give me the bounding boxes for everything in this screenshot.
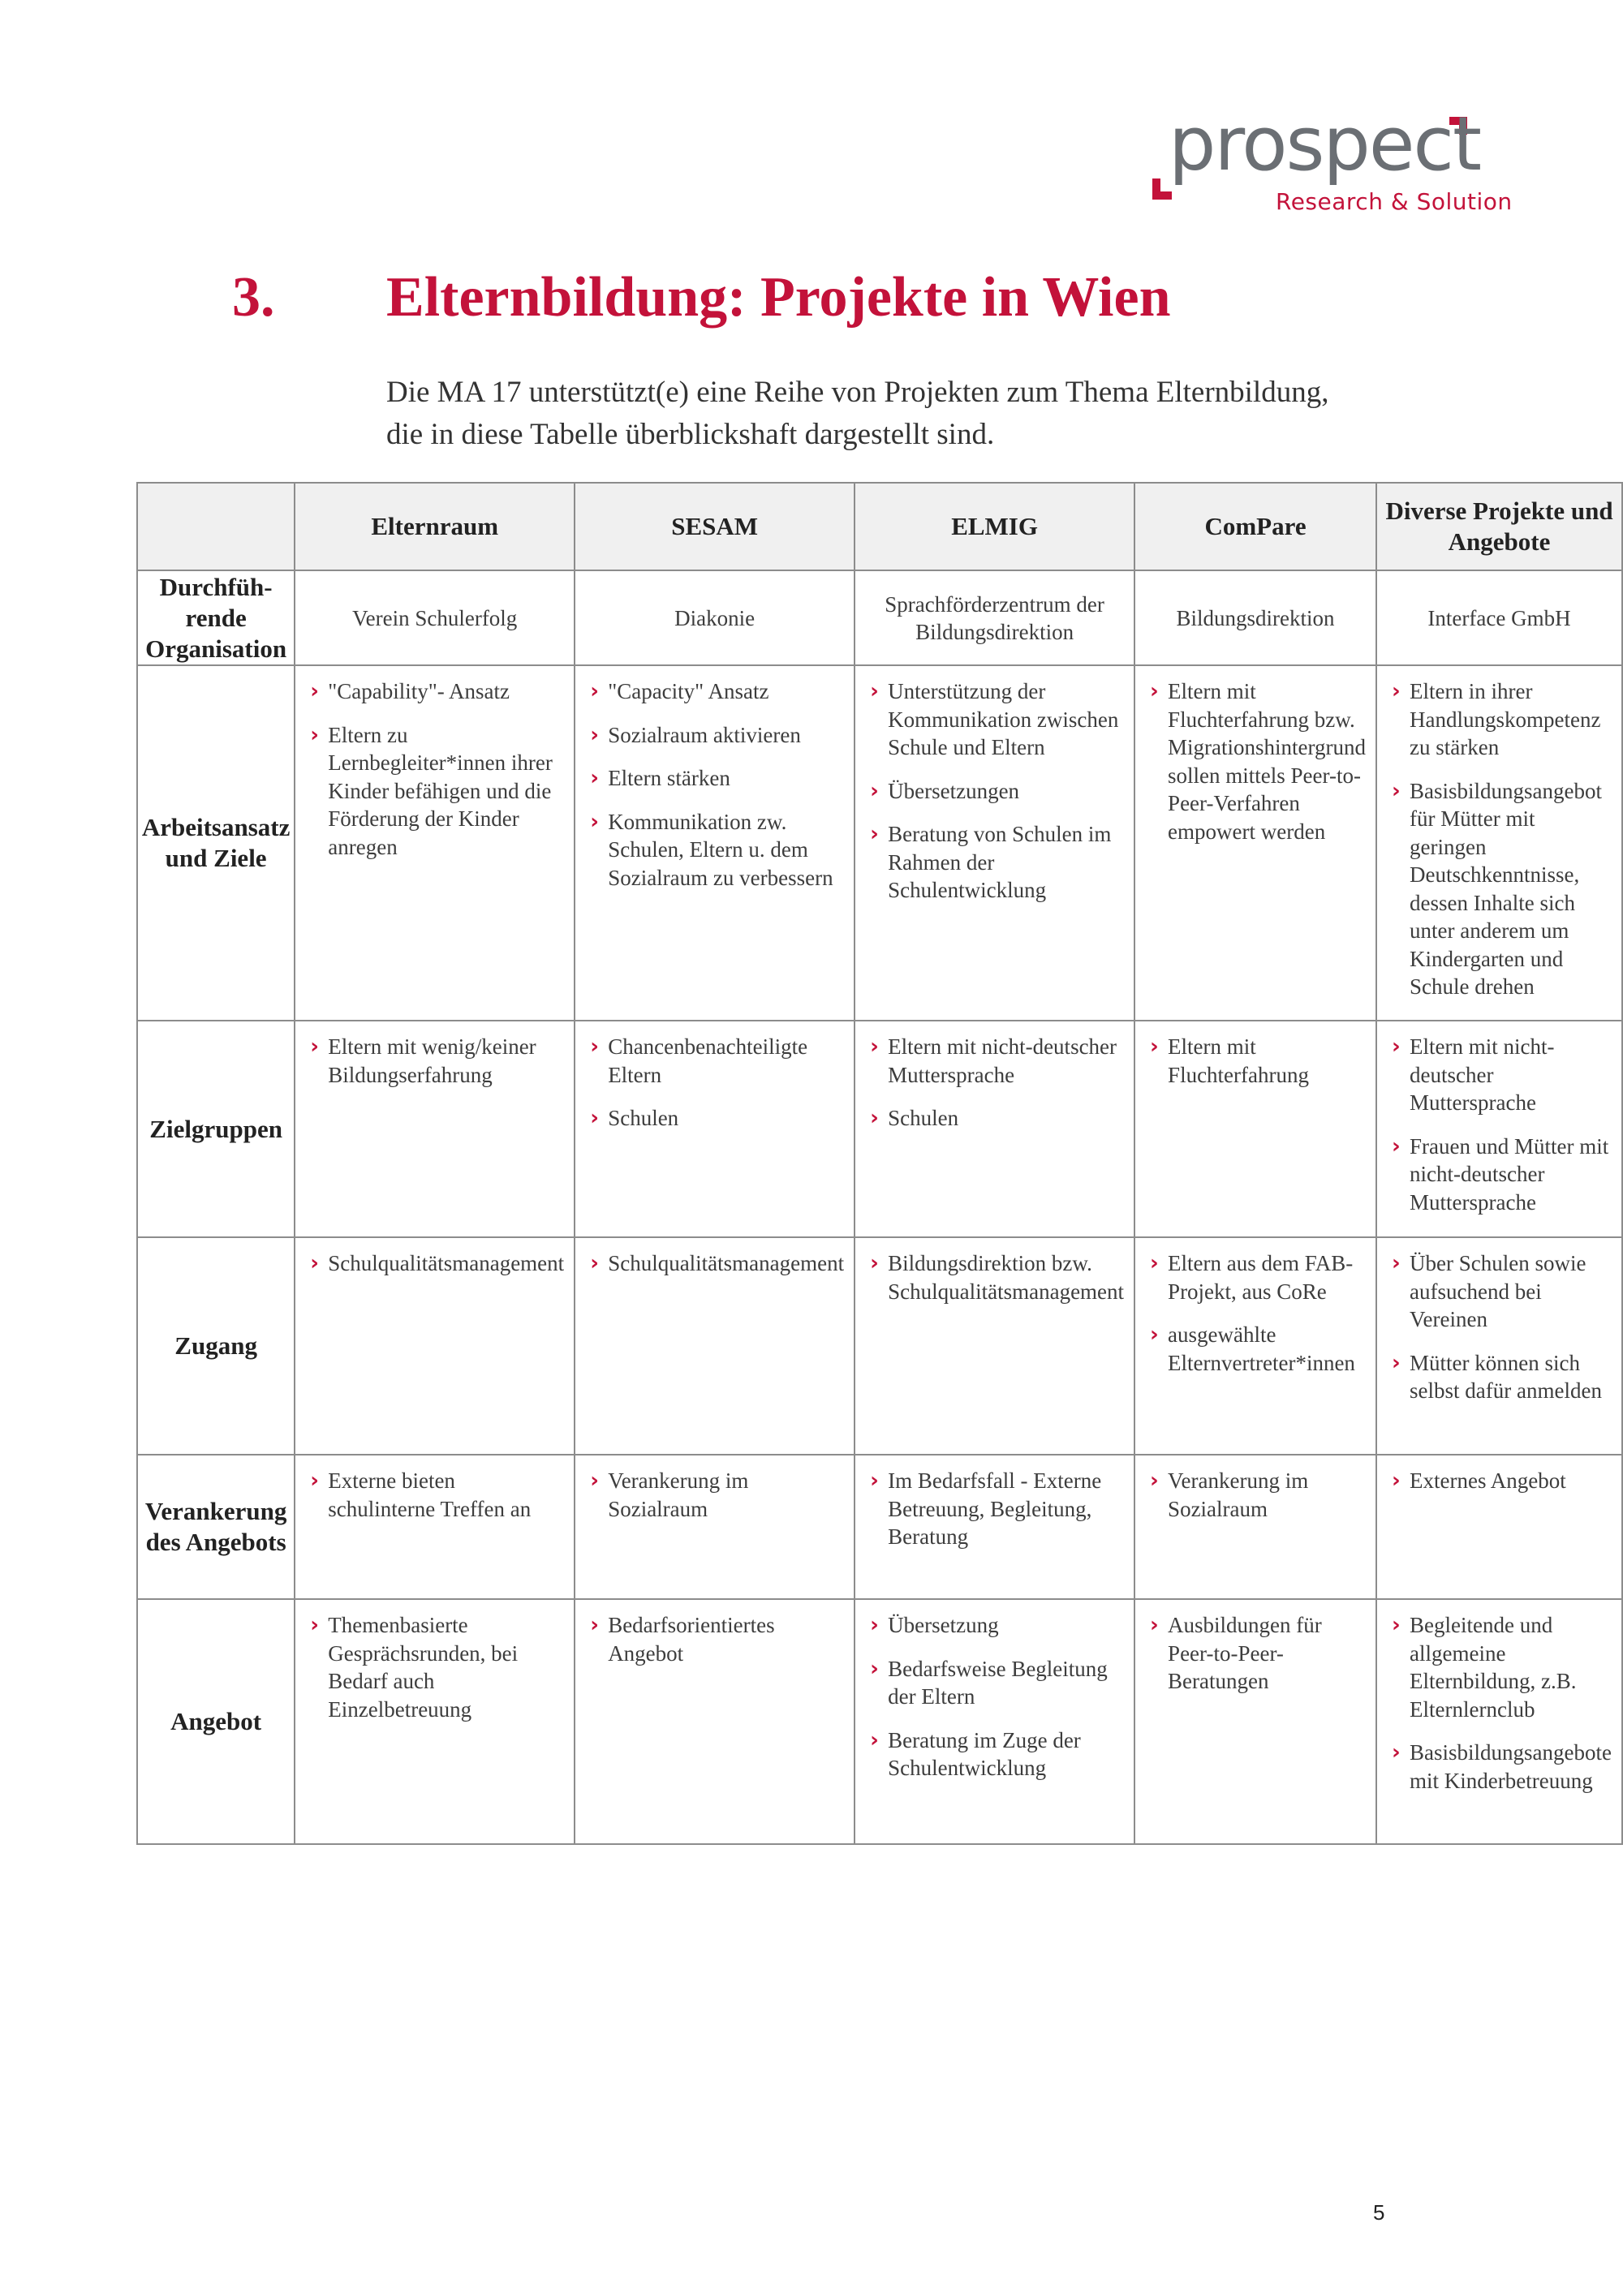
table-cell bbox=[575, 665, 855, 1021]
bullet-text: Eltern aus dem FAB-Projekt, aus CoRe bbox=[1168, 1251, 1354, 1304]
bullet-text: Über Schulen sowie aufsuchend bei Vereinen bbox=[1410, 1251, 1586, 1331]
section-title: Elternbildung: Projekte in Wien bbox=[386, 266, 1171, 329]
bullet-item bbox=[1392, 1249, 1612, 1334]
bullet-list bbox=[1150, 1611, 1366, 1696]
bullet-list bbox=[870, 1467, 1124, 1551]
table-cell bbox=[855, 1599, 1134, 1844]
chevron-right-icon: › bbox=[1150, 1034, 1159, 1059]
table-cell bbox=[1134, 1021, 1376, 1237]
intro-paragraph bbox=[386, 372, 1441, 456]
chevron-right-icon: › bbox=[310, 1034, 319, 1059]
table-cell bbox=[1376, 1599, 1622, 1844]
row-header: Durchfüh-rende Organisation bbox=[137, 570, 295, 665]
column-header: Elternraum bbox=[295, 483, 575, 570]
table-cell bbox=[295, 1455, 575, 1599]
table-body bbox=[137, 570, 1622, 1844]
bullet-item bbox=[870, 1467, 1124, 1551]
bullet-item bbox=[590, 1611, 844, 1667]
table-cell bbox=[855, 1237, 1134, 1455]
bullet-list bbox=[870, 1033, 1124, 1133]
chevron-right-icon: › bbox=[870, 1034, 879, 1059]
logo-subtitle: Research & Solution bbox=[1276, 188, 1513, 215]
table-row bbox=[137, 1237, 1622, 1455]
row-header: Verankerung des Angebots bbox=[137, 1455, 295, 1599]
intro-line-1: Die MA 17 unterstützt(e) eine Reihe von Projekten zum Thema Elternbildung, bbox=[386, 376, 1329, 409]
logo-wordmark: prospect bbox=[1169, 101, 1481, 187]
chevron-right-icon: › bbox=[590, 679, 599, 703]
row-header: Zielgruppen bbox=[137, 1021, 295, 1237]
bullet-text: Basisbildungsangebote mit Kinderbetreuung bbox=[1410, 1740, 1612, 1793]
column-header: ELMIG bbox=[855, 483, 1134, 570]
bullet-text: Schulen bbox=[888, 1106, 959, 1130]
chevron-right-icon: › bbox=[870, 1613, 879, 1637]
bullet-text: Externes Angebot bbox=[1410, 1468, 1566, 1493]
bullet-item bbox=[1392, 677, 1612, 762]
bullet-text: Verankerung im Sozialraum bbox=[608, 1468, 749, 1521]
table-row-organisation bbox=[137, 570, 1622, 665]
column-header: SESAM bbox=[575, 483, 855, 570]
bullet-text: Eltern stärken bbox=[608, 766, 730, 790]
column-header: Diverse Projekte und Angebote bbox=[1376, 483, 1622, 570]
bullet-text: Im Bedarfsfall - Externe Betreuung, Begleitung, Beratung bbox=[888, 1468, 1102, 1549]
header-corner-cell bbox=[137, 483, 295, 570]
bullet-item bbox=[590, 1104, 844, 1133]
bullet-item bbox=[870, 1104, 1124, 1133]
bullet-item bbox=[1150, 1467, 1366, 1523]
bullet-item bbox=[310, 677, 564, 706]
chevron-right-icon: › bbox=[590, 1468, 599, 1493]
organisation-cell: Verein Schulerfolg bbox=[295, 570, 575, 665]
bullet-item bbox=[590, 1249, 844, 1278]
table-cell bbox=[1134, 1599, 1376, 1844]
chevron-right-icon: › bbox=[310, 1468, 319, 1493]
bullet-item bbox=[870, 820, 1124, 905]
chevron-right-icon: › bbox=[590, 1106, 599, 1130]
bullet-text: Basisbildungsangebot für Mütter mit geringen Deutschkenntnisse, dessen Inhalte sich unter anderem um Kindergarten und Schule drehen bbox=[1410, 778, 1603, 999]
bullet-item bbox=[310, 1467, 564, 1523]
bullet-item bbox=[870, 677, 1124, 762]
bullet-text: Eltern mit wenig/keiner Bildungserfahrung bbox=[328, 1034, 536, 1087]
bullet-item bbox=[1150, 1321, 1366, 1377]
table-cell bbox=[295, 1599, 575, 1844]
chevron-right-icon: › bbox=[870, 679, 879, 703]
table-cell bbox=[1134, 1237, 1376, 1455]
chevron-right-icon: › bbox=[590, 809, 599, 834]
bullet-text: Verankerung im Sozialraum bbox=[1168, 1468, 1309, 1521]
chevron-right-icon: › bbox=[590, 1613, 599, 1637]
bullet-text: Mütter können sich selbst dafür anmelden bbox=[1410, 1350, 1602, 1403]
bullet-list bbox=[310, 1467, 564, 1523]
chevron-right-icon: › bbox=[870, 778, 879, 803]
chevron-right-icon: › bbox=[870, 1468, 879, 1493]
table-row bbox=[137, 1455, 1622, 1599]
bullet-item bbox=[310, 1033, 564, 1089]
bullet-item bbox=[870, 1033, 1124, 1089]
chevron-right-icon: › bbox=[310, 679, 319, 703]
bullet-list bbox=[1150, 1467, 1366, 1523]
bullet-text: Unterstützung der Kommunikation zwischen Schule und Eltern bbox=[888, 679, 1119, 759]
bullet-text: Kommunikation zw. Schulen, Eltern u. dem Sozialraum zu verbessern bbox=[608, 809, 833, 890]
chevron-right-icon: › bbox=[1392, 1740, 1401, 1765]
organisation-cell: Bildungsdirektion bbox=[1134, 570, 1376, 665]
bullet-list bbox=[310, 677, 564, 861]
table-cell bbox=[855, 1021, 1134, 1237]
bullet-list bbox=[870, 1611, 1124, 1782]
bullet-text: Beratung im Zuge der Schulentwicklung bbox=[888, 1727, 1081, 1780]
bullet-text: Ausbildungen für Peer-to-Peer-Beratungen bbox=[1168, 1613, 1322, 1693]
bullet-text: Bedarfsorientiertes Angebot bbox=[608, 1613, 775, 1666]
bullet-list bbox=[1392, 1249, 1612, 1405]
bullet-item bbox=[1392, 777, 1612, 1001]
bullet-item bbox=[1392, 1611, 1612, 1723]
row-header: Zugang bbox=[137, 1237, 295, 1455]
bullet-list bbox=[870, 677, 1124, 905]
chevron-right-icon: › bbox=[870, 1727, 879, 1752]
bullet-text: ausgewählte Elternvertreter*innen bbox=[1168, 1322, 1355, 1375]
bullet-list bbox=[310, 1033, 564, 1089]
table-header-row bbox=[137, 483, 1622, 570]
bullet-list bbox=[590, 1033, 844, 1133]
chevron-right-icon: › bbox=[310, 1613, 319, 1637]
column-header: ComPare bbox=[1134, 483, 1376, 570]
bullet-item bbox=[870, 1726, 1124, 1782]
bullet-item bbox=[310, 721, 564, 862]
bullet-item bbox=[1150, 677, 1366, 845]
table-row bbox=[137, 1599, 1622, 1844]
chevron-right-icon: › bbox=[1392, 1350, 1401, 1375]
table-row bbox=[137, 1021, 1622, 1237]
table-cell bbox=[295, 1237, 575, 1455]
chevron-right-icon: › bbox=[1392, 679, 1401, 703]
bullet-text: Begleitende und allgemeine Elternbildung, z.B. Elternlernclub bbox=[1410, 1613, 1577, 1722]
chevron-right-icon: › bbox=[870, 822, 879, 846]
bullet-list bbox=[590, 1611, 844, 1667]
bullet-text: Bildungsdirektion bzw. Schulqualitätsmanagement bbox=[888, 1251, 1125, 1304]
bullet-text: Beratung von Schulen im Rahmen der Schulentwicklung bbox=[888, 822, 1112, 902]
page-number: 5 bbox=[1373, 2200, 1385, 2225]
chevron-right-icon: › bbox=[1150, 1251, 1159, 1275]
bullet-text: Bedarfsweise Begleitung der Eltern bbox=[888, 1656, 1108, 1709]
bullet-item bbox=[590, 1467, 844, 1523]
bullet-item bbox=[1392, 1133, 1612, 1217]
bullet-item bbox=[1150, 1033, 1366, 1089]
bullet-item bbox=[590, 1033, 844, 1089]
table-cell bbox=[1134, 665, 1376, 1021]
chevron-right-icon: › bbox=[1392, 1468, 1401, 1493]
chevron-right-icon: › bbox=[590, 722, 599, 747]
bullet-item bbox=[590, 677, 844, 706]
chevron-right-icon: › bbox=[1392, 1034, 1401, 1059]
table-cell bbox=[855, 665, 1134, 1021]
chevron-right-icon: › bbox=[310, 722, 319, 747]
bullet-item bbox=[310, 1249, 564, 1278]
chevron-right-icon: › bbox=[870, 1106, 879, 1130]
chevron-right-icon: › bbox=[1150, 1613, 1159, 1637]
table-cell bbox=[855, 1455, 1134, 1599]
table-cell bbox=[1134, 1455, 1376, 1599]
bullet-text: Eltern mit nicht-deutscher Muttersprache bbox=[888, 1034, 1117, 1087]
organisation-cell: Sprachförderzentrum der Bildungsdirektion bbox=[855, 570, 1134, 665]
logo-accent-bottom-bar bbox=[1152, 191, 1172, 200]
bullet-item bbox=[590, 764, 844, 793]
bullet-list bbox=[1392, 677, 1612, 1001]
chevron-right-icon: › bbox=[310, 1251, 319, 1275]
row-header: Arbeitsansatz und Ziele bbox=[137, 665, 295, 1021]
bullet-text: "Capability"- Ansatz bbox=[328, 679, 510, 703]
table-cell bbox=[295, 1021, 575, 1237]
bullet-item bbox=[870, 1655, 1124, 1711]
table-cell bbox=[1376, 1455, 1622, 1599]
bullet-list bbox=[310, 1611, 564, 1723]
bullet-list bbox=[1392, 1033, 1612, 1216]
prospect-logo bbox=[1152, 101, 1513, 219]
bullet-item bbox=[870, 777, 1124, 806]
bullet-list bbox=[590, 1249, 844, 1278]
table-row bbox=[137, 665, 1622, 1021]
bullet-item bbox=[1392, 1349, 1612, 1405]
bullet-text: "Capacity" Ansatz bbox=[608, 679, 769, 703]
chevron-right-icon: › bbox=[870, 1656, 879, 1681]
table-cell bbox=[1376, 1237, 1622, 1455]
table-cell bbox=[575, 1021, 855, 1237]
bullet-text: Externe bieten schulinterne Treffen an bbox=[328, 1468, 532, 1521]
table-cell bbox=[295, 665, 575, 1021]
bullet-item bbox=[590, 721, 844, 750]
table-cell bbox=[575, 1599, 855, 1844]
bullet-text: Eltern mit Fluchterfahrung bzw. Migrationshintergrund sollen mittels Peer-to-Peer-Verfahren empowert werden bbox=[1168, 679, 1367, 844]
bullet-list bbox=[590, 677, 844, 892]
bullet-item bbox=[1150, 1611, 1366, 1696]
bullet-text: Sozialraum aktivieren bbox=[608, 722, 801, 747]
bullet-text: Übersetzung bbox=[888, 1613, 999, 1637]
table-cell bbox=[575, 1237, 855, 1455]
chevron-right-icon: › bbox=[1392, 1251, 1401, 1275]
bullet-list bbox=[1150, 677, 1366, 845]
bullet-text: Schulqualitätsmanagement bbox=[608, 1251, 845, 1275]
bullet-item bbox=[1150, 1249, 1366, 1305]
bullet-list bbox=[870, 1249, 1124, 1305]
chevron-right-icon: › bbox=[1392, 1613, 1401, 1637]
chevron-right-icon: › bbox=[870, 1251, 879, 1275]
bullet-item bbox=[310, 1611, 564, 1723]
chevron-right-icon: › bbox=[1150, 1468, 1159, 1493]
intro-line-2: die in diese Tabelle überblickshaft dargestellt sind. bbox=[386, 418, 995, 451]
bullet-list bbox=[590, 1467, 844, 1523]
chevron-right-icon: › bbox=[1392, 778, 1401, 803]
bullet-item bbox=[590, 808, 844, 892]
chevron-right-icon: › bbox=[590, 766, 599, 790]
organisation-cell: Interface GmbH bbox=[1376, 570, 1622, 665]
bullet-text: Eltern mit Fluchterfahrung bbox=[1168, 1034, 1309, 1087]
bullet-text: Schulqualitätsmanagement bbox=[328, 1251, 565, 1275]
bullet-text: Eltern mit nicht-deutscher Muttersprache bbox=[1410, 1034, 1555, 1115]
bullet-text: Eltern in ihrer Handlungskompetenz zu stärken bbox=[1410, 679, 1601, 759]
bullet-text: Eltern zu Lernbegleiter*innen ihrer Kinder befähigen und die Förderung der Kinder anregen bbox=[328, 722, 553, 859]
chevron-right-icon: › bbox=[590, 1251, 599, 1275]
chevron-right-icon: › bbox=[1150, 1322, 1159, 1347]
bullet-item bbox=[1392, 1739, 1612, 1795]
chevron-right-icon: › bbox=[1150, 679, 1159, 703]
bullet-item bbox=[870, 1249, 1124, 1305]
bullet-item bbox=[1392, 1467, 1612, 1495]
bullet-list bbox=[1392, 1611, 1612, 1795]
section-number: 3. bbox=[232, 266, 275, 329]
bullet-text: Frauen und Mütter mit nicht-deutscher Muttersprache bbox=[1410, 1133, 1609, 1215]
chevron-right-icon: › bbox=[1392, 1133, 1401, 1159]
bullet-text: Schulen bbox=[608, 1106, 679, 1130]
table-cell bbox=[575, 1455, 855, 1599]
bullet-text: Themenbasierte Gesprächsrunden, bei Bedarf auch Einzelbetreuung bbox=[328, 1613, 519, 1722]
row-header: Angebot bbox=[137, 1599, 295, 1844]
bullet-item bbox=[870, 1611, 1124, 1640]
table-cell bbox=[1376, 1021, 1622, 1237]
bullet-list bbox=[1392, 1467, 1612, 1495]
bullet-list bbox=[1150, 1033, 1366, 1089]
organisation-cell: Diakonie bbox=[575, 570, 855, 665]
bullet-list bbox=[310, 1249, 564, 1278]
table-cell bbox=[1376, 665, 1622, 1021]
bullet-list bbox=[1150, 1249, 1366, 1377]
bullet-item bbox=[1392, 1033, 1612, 1117]
project-overview-table bbox=[136, 482, 1623, 1845]
bullet-text: Chancenbenachteiligte Eltern bbox=[608, 1034, 808, 1087]
chevron-right-icon: › bbox=[590, 1034, 599, 1059]
bullet-text: Übersetzungen bbox=[888, 778, 1020, 803]
